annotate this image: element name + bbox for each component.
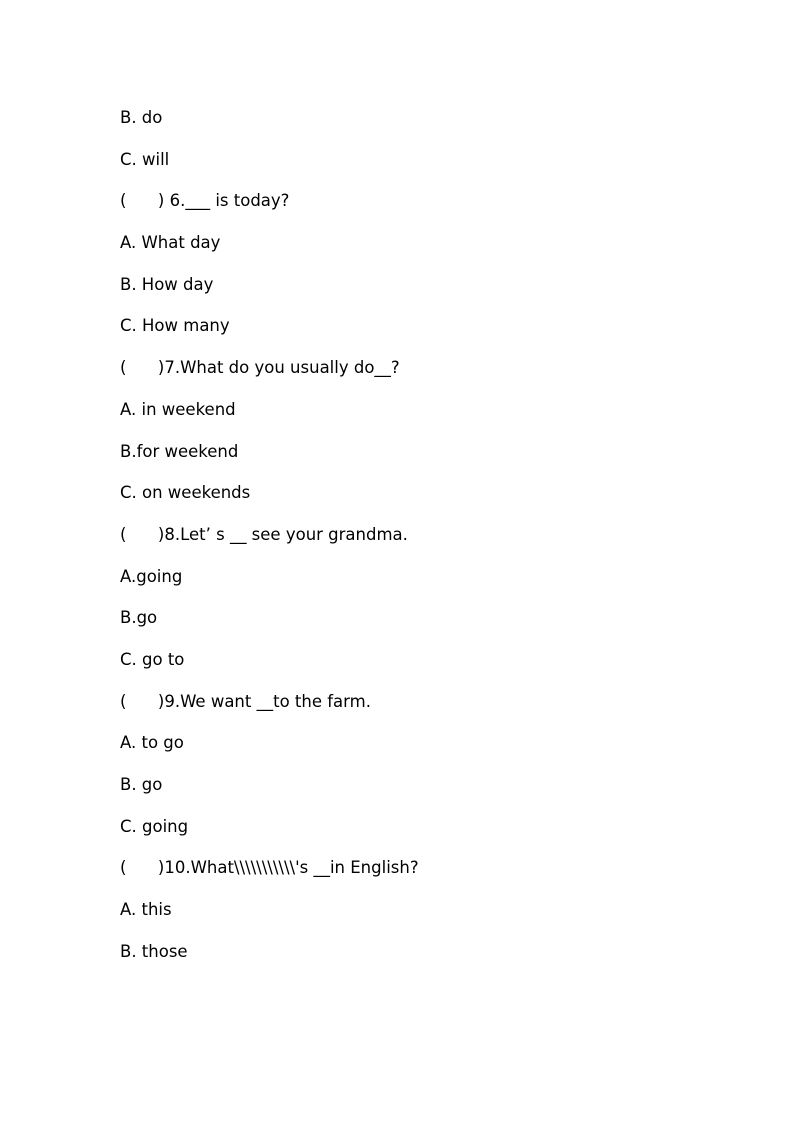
text-line: A. What day: [120, 233, 221, 253]
text-line: A. to go: [120, 733, 184, 753]
text-line: B.for weekend: [120, 441, 239, 461]
text-line: C. going: [120, 816, 189, 836]
document-body: [120, 107, 720, 982]
text-line: C. How many: [120, 316, 230, 336]
text-line: B. How day: [120, 274, 214, 294]
question-line: ( )8.Let’ s __ see your grandma.: [120, 524, 408, 544]
text-line: A.going: [120, 566, 183, 586]
text-line: B.go: [120, 608, 158, 628]
text-line: C. will: [120, 149, 170, 169]
text-line: B. those: [120, 941, 188, 961]
text-line: C. go to: [120, 649, 185, 669]
question-line: ( )10.What\\\\\\\\\\\'s __in English?: [120, 858, 419, 878]
text-line: B. go: [120, 775, 163, 794]
text-line: C. on weekends: [120, 483, 251, 503]
question-line: ( )9.We want __to the farm.: [120, 691, 371, 711]
text-line: A. this: [120, 900, 172, 920]
text-line: A. in weekend: [120, 399, 236, 419]
question-line: ( )7.What do you usually do__?: [120, 358, 400, 378]
question-line: ( ) 6.___ is today?: [120, 191, 290, 211]
text-line: B. do: [120, 108, 163, 127]
